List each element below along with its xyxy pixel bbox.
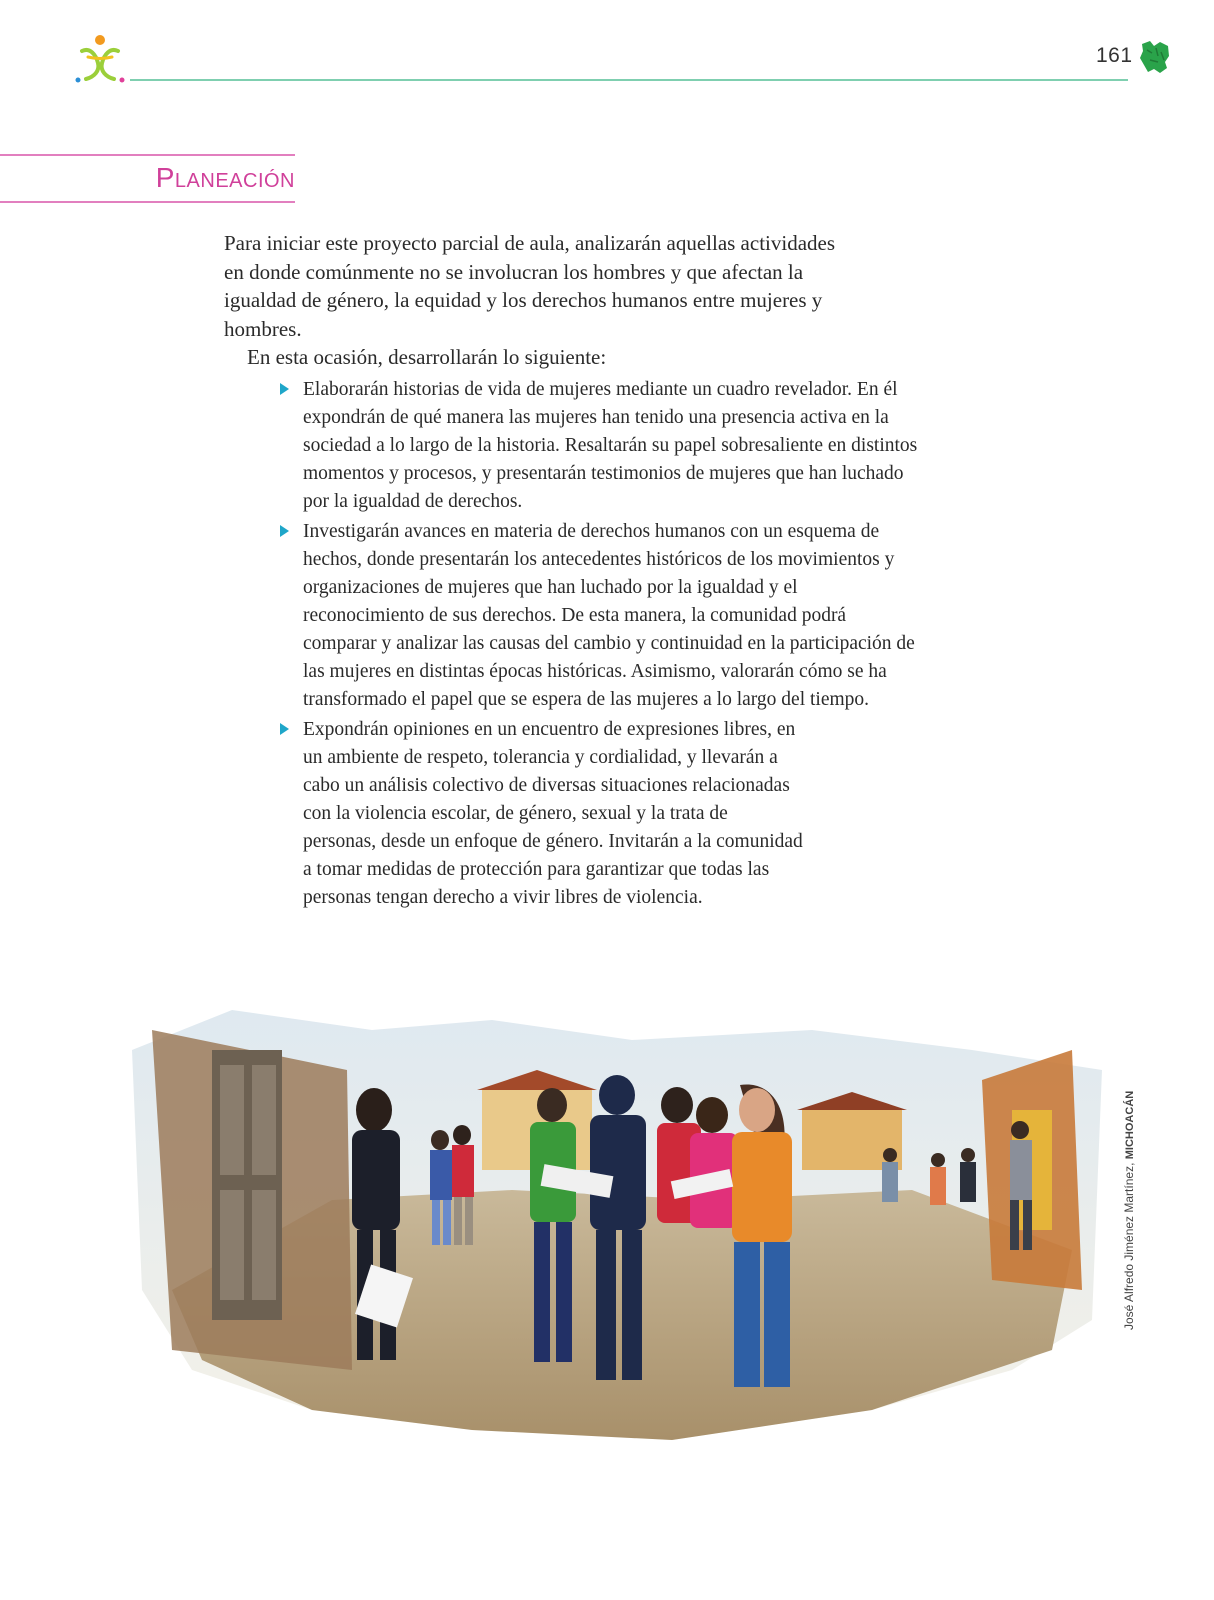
list-item-text: Expondrán opiniones en un encuentro de expresiones libres, en un ambiente de respeto, tolerancia y cordialidad, y llevarán a cabo un análisis colectivo de diversas situaciones relacionadas con la violencia escolar, de género, sexual y la trata de personas, desde un enfoque de género. Invitarán a la comunidad a tomar medidas de protección para garantizar que todas las personas tengan derecho a vivir libres de violencia. [303,719,803,908]
lead-paragraph: En esta ocasión, desarrollarán lo siguiente: [247,345,607,369]
activity-list [280,376,920,914]
section-header [0,154,295,203]
credit-author: José Alfredo Jiménez Martínez, [1122,1162,1136,1330]
triangle-bullet-icon [280,525,289,537]
list-item [280,716,803,912]
triangle-bullet-icon [280,383,289,395]
list-item-text: Elaborarán historias de vida de mujeres mediante un cuadro revelador. En él expondrán de qué manera las mujeres han tenido una presencia activa en la sociedad a lo largo de la historia. Resaltarán su papel sobresaliente en distintos momentos y procesos, y presentarán testimonios de mujeres que han luchado por la igualdad de derechos. [303,379,918,512]
intro-paragraph: Para iniciar este proyecto parcial de aula, analizarán aquellas actividades en donde comúnmente no se involucran los hombres y que afectan la igualdad de género, la equidad y los derechos humanos entre mujeres y hombres. [224,231,836,341]
list-item-text: Investigarán avances en materia de derechos humanos con un esquema de hechos, donde presentarán los antecedentes históricos de los movimientos y organizaciones de mujeres que han luchado por la igualdad y el reconocimiento de sus derechos. De esta manera, la comunidad podrá comparar y analizar las causas del cambio y continuidad en la participación de las mujeres en distintas épocas históricas. Asimismo, valorarán cómo se ha transformado el papel que se espera de las mujeres a lo largo del tiempo. [303,521,915,710]
illustration-credit [1122,1090,1136,1330]
section-rule-bottom [0,201,295,203]
page-number: 161 [1096,44,1133,67]
list-item [280,376,920,516]
colored-figure-logo-icon [72,33,128,85]
section-title: Planeación [155,162,295,193]
credit-state: MICHOACÁN [1124,1090,1136,1160]
section-rule-top [0,154,295,156]
triangle-bullet-icon [280,723,289,735]
list-item [280,518,920,714]
michoacan-map-icon [1138,38,1172,76]
students-street-illustration [112,990,1112,1460]
header-rule [130,79,1128,81]
